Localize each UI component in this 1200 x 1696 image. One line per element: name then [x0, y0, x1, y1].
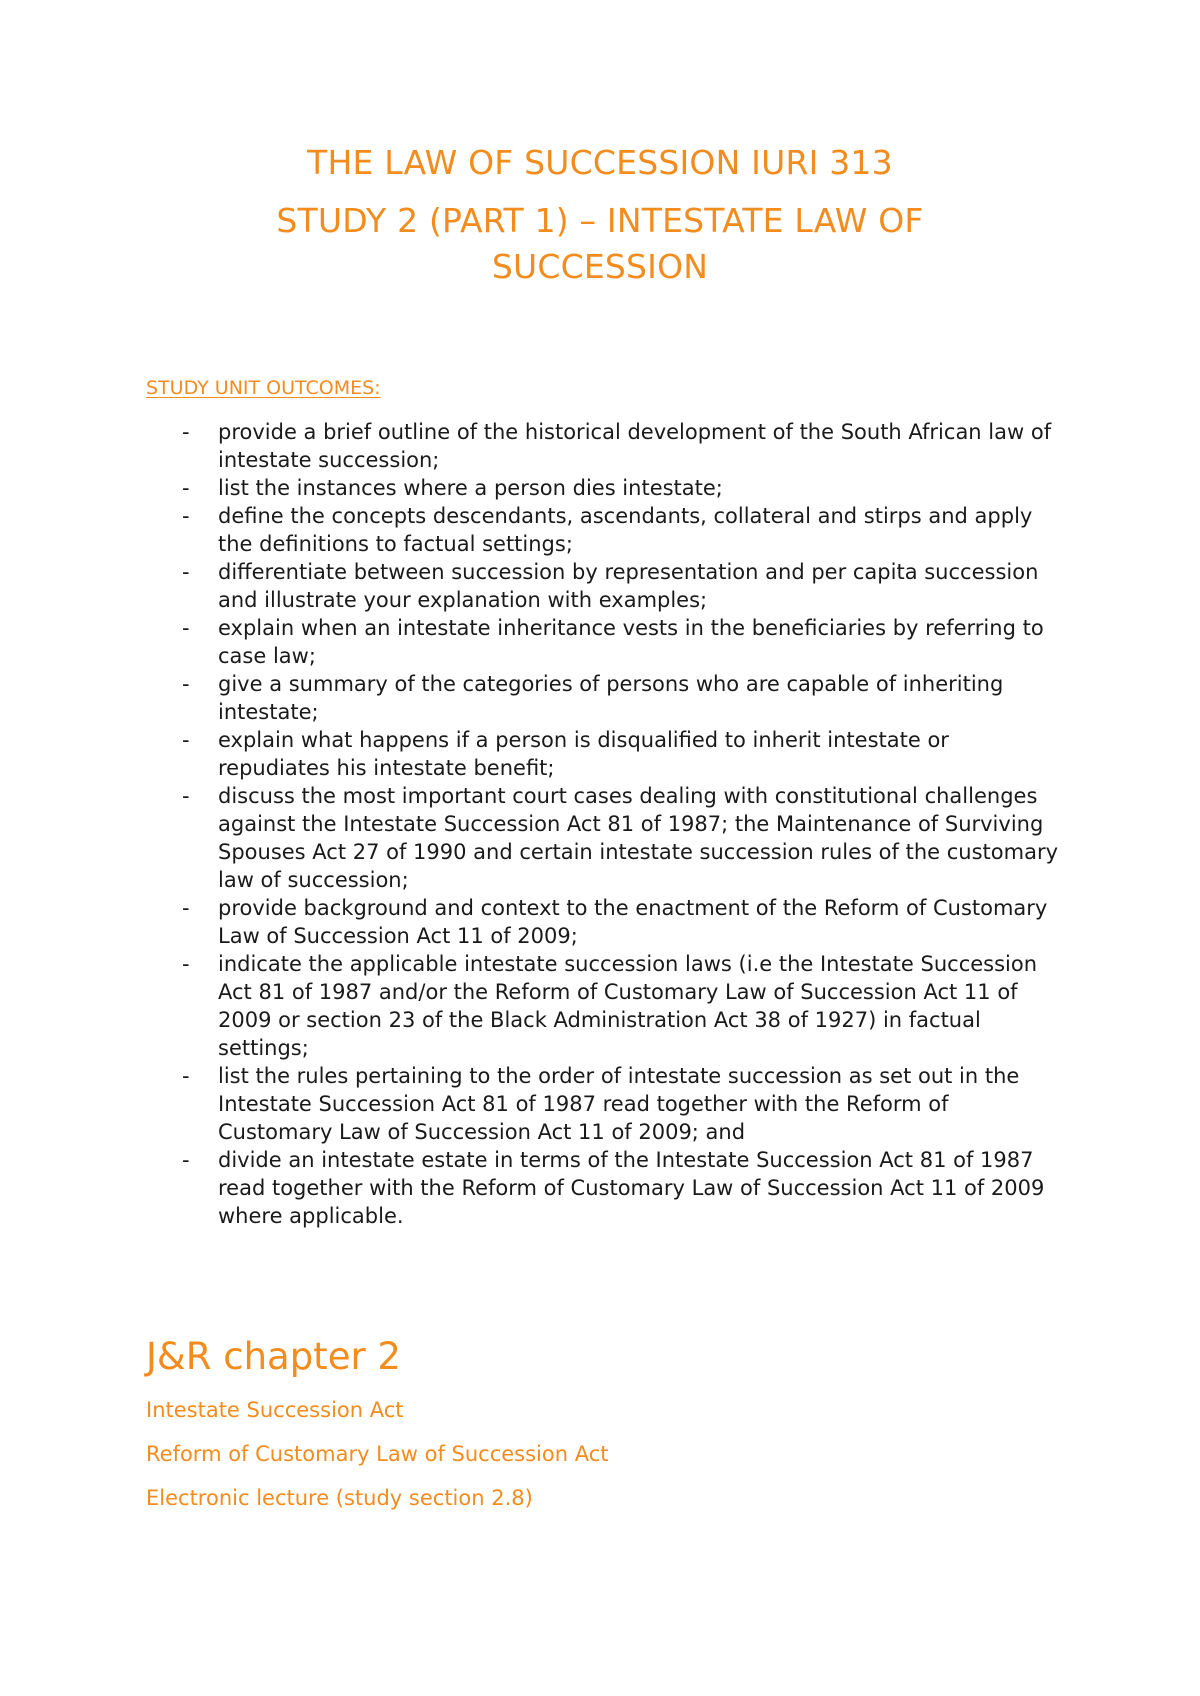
study-title-line-2: SUCCESSION	[491, 247, 709, 286]
list-bullet: -	[182, 560, 190, 584]
list-item	[146, 502, 1066, 558]
list-bullet: -	[182, 476, 190, 500]
list-item	[146, 670, 1066, 726]
list-item-text: give a summary of the categories of persons who are capable of inheriting intestate;	[218, 672, 1004, 724]
list-item-text: indicate the applicable intestate succession laws (i.e the Intestate Succession Act 81 of 1987 and/or the Reform of Customary Law of Succession Act 11 of 2009 or section 23 of the Black Administration Act 38 of 1927) in factual settings;	[218, 952, 1038, 1060]
list-item-text: provide a brief outline of the historical development of the South African law of intestate succession;	[218, 420, 1052, 472]
list-item	[146, 726, 1066, 782]
list-item	[146, 614, 1066, 670]
list-bullet: -	[182, 784, 190, 808]
list-bullet: -	[182, 1148, 190, 1172]
outcomes-list	[146, 418, 1066, 1230]
list-item	[146, 950, 1066, 1062]
reading-link-electronic-lecture[interactable]: Electronic lecture (study section 2.8)	[146, 1486, 533, 1510]
list-item-text: explain when an intestate inheritance vests in the beneficiaries by referring to case law;	[218, 616, 1044, 668]
course-title: THE LAW OF SUCCESSION IURI 313	[307, 143, 893, 182]
list-bullet: -	[182, 616, 190, 640]
study-title-line-1: STUDY 2 (PART 1) – INTESTATE LAW OF	[276, 201, 924, 240]
list-item-text: discuss the most important court cases dealing with constitutional challenges against the Intestate Succession Act 81 of 1987; the Maintenance of Surviving Spouses Act 27 of 1990 and certain intestate succession rules of the customary law of succession;	[218, 784, 1058, 892]
list-item	[146, 474, 1066, 502]
list-item-text: provide background and context to the enactment of the Reform of Customary Law of Succession Act 11 of 2009;	[218, 896, 1048, 948]
list-item	[146, 1062, 1066, 1146]
reading-link-reform-customary-law[interactable]: Reform of Customary Law of Succession Act	[146, 1442, 609, 1466]
chapter-heading: J&R chapter 2	[146, 1335, 401, 1378]
reading-list	[146, 1396, 609, 1528]
list-item	[146, 1146, 1066, 1230]
list-item	[146, 894, 1066, 950]
document-title	[200, 140, 1000, 290]
outcomes-heading: STUDY UNIT OUTCOMES:	[146, 377, 381, 399]
list-bullet: -	[182, 672, 190, 696]
reading-link-intestate-succession-act[interactable]: Intestate Succession Act	[146, 1398, 404, 1422]
list-bullet: -	[182, 420, 190, 444]
list-item-text: differentiate between succession by representation and per capita succession and illustrate your explanation with examples;	[218, 560, 1039, 612]
list-bullet: -	[182, 896, 190, 920]
list-bullet: -	[182, 952, 190, 976]
list-item-text: list the rules pertaining to the order of intestate succession as set out in the Intestate Succession Act 81 of 1987 read together with the Reform of Customary Law of Succession Act 11 of 2009; and	[218, 1064, 1020, 1144]
list-bullet: -	[182, 1064, 190, 1088]
list-item	[146, 418, 1066, 474]
list-item-text: list the instances where a person dies intestate;	[218, 476, 723, 500]
list-item-text: define the concepts descendants, ascendants, collateral and stirps and apply the definitions to factual settings;	[218, 504, 1033, 556]
list-item	[146, 782, 1066, 894]
list-item	[146, 558, 1066, 614]
list-item-text: explain what happens if a person is disqualified to inherit intestate or repudiates his intestate benefit;	[218, 728, 949, 780]
list-bullet: -	[182, 728, 190, 752]
list-item-text: divide an intestate estate in terms of the Intestate Succession Act 81 of 1987 read together with the Reform of Customary Law of Succession Act 11 of 2009 where applicable.	[218, 1148, 1045, 1228]
list-bullet: -	[182, 504, 190, 528]
